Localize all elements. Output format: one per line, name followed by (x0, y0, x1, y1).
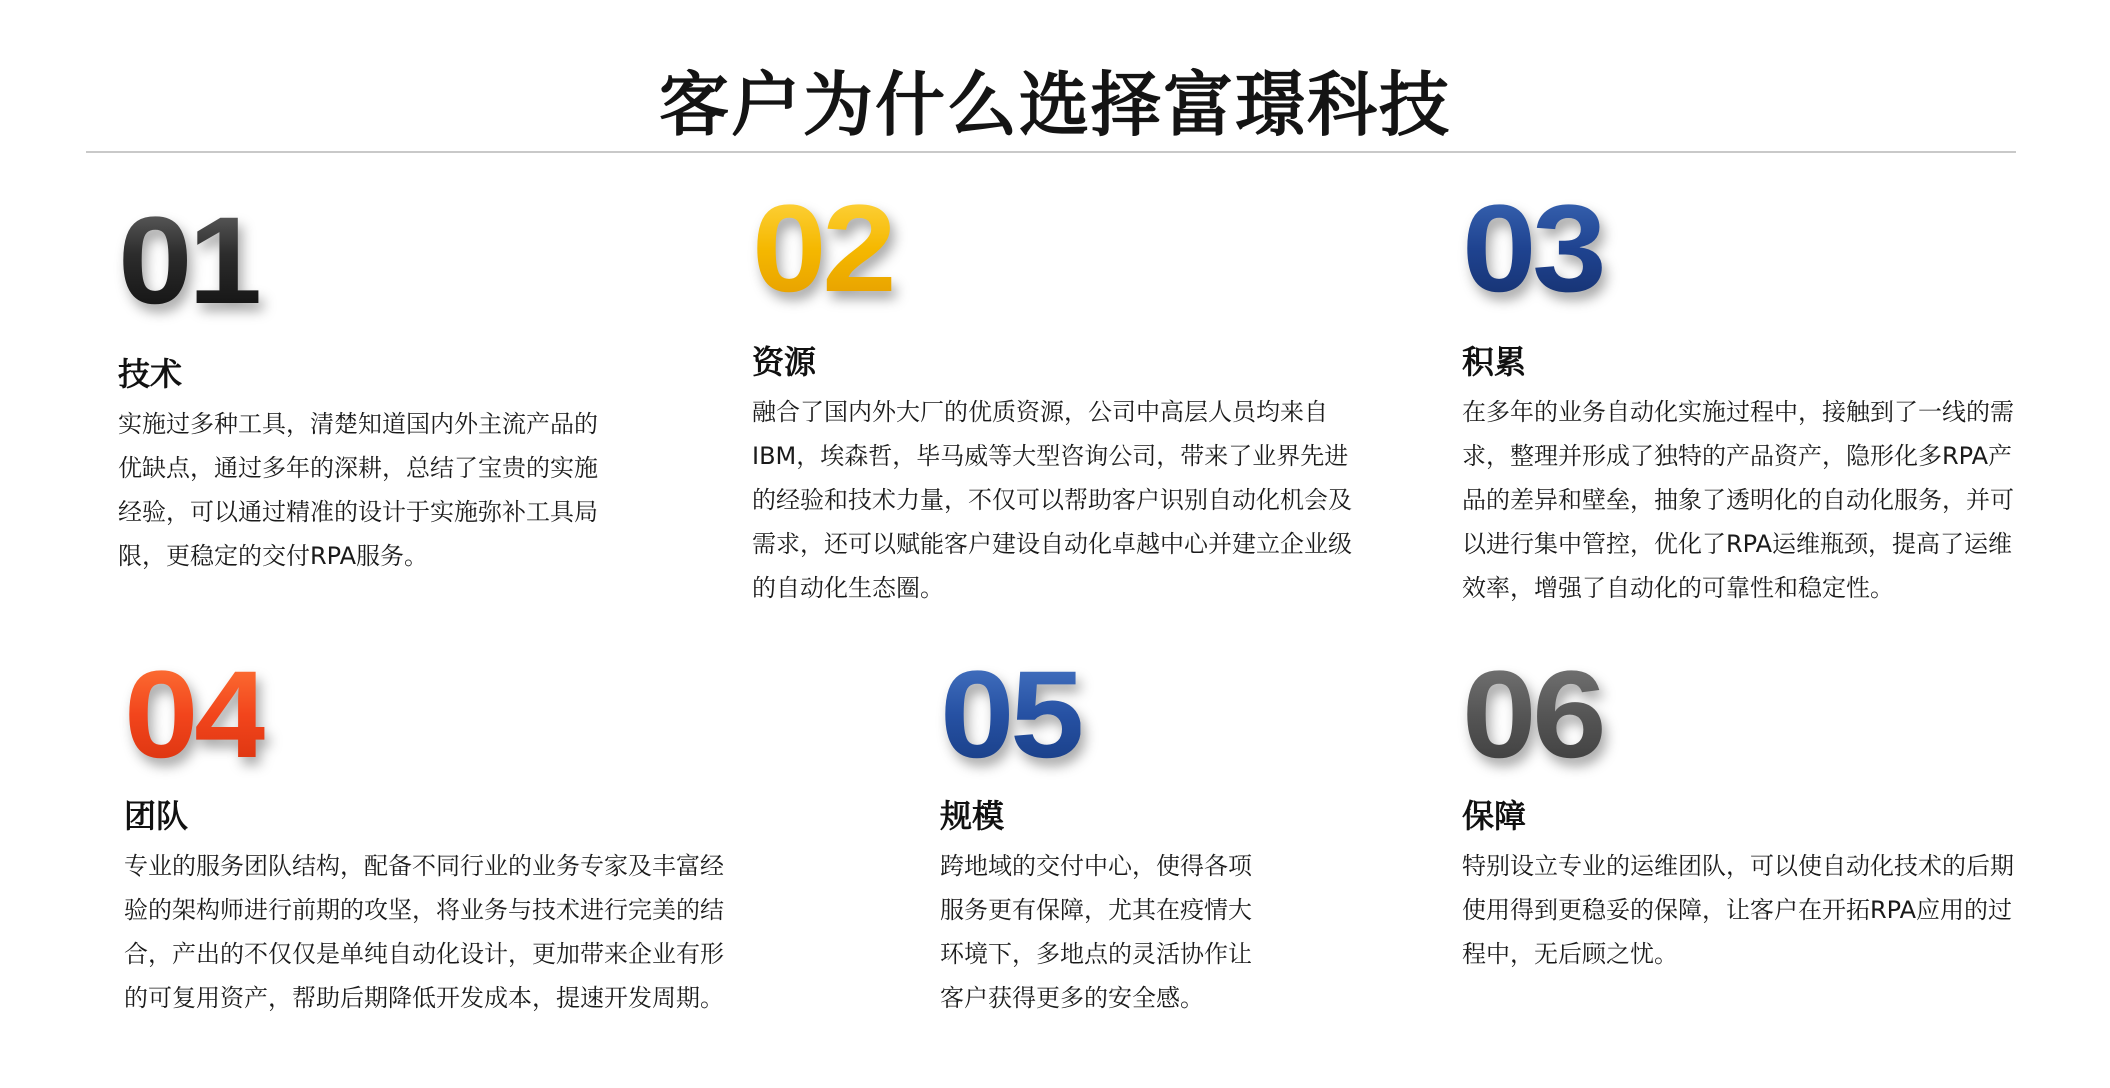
card-description (940, 844, 1300, 1020)
description-line: 以进行集中管控，优化了RPA运维瓶颈，提高了运维 (1462, 530, 2013, 558)
description-line: 融合了国内外大厂的优质资源，公司中高层人员均来自 (752, 398, 1328, 426)
description-line: 环境下，多地点的灵活协作让 (940, 940, 1252, 968)
card-number (752, 180, 1400, 324)
page-title: 客户为什么选择富璟科技 (659, 64, 1451, 146)
description-line: 在多年的业务自动化实施过程中，接触到了一线的需 (1462, 398, 2014, 426)
card-description (1462, 390, 2042, 610)
description-line: 跨地域的交付中心，使得各项 (940, 852, 1252, 880)
description-line: 专业的服务团队结构，配备不同行业的业务专家及丰富经 (124, 852, 724, 880)
card-number-text: 04 (124, 646, 265, 784)
card-description (1462, 844, 2042, 976)
description-line: 的可复用资产，帮助后期降低开发成本，提速开发周期。 (124, 984, 724, 1012)
card-heading: 资源 (752, 343, 817, 381)
card-heading: 规模 (940, 797, 1005, 835)
description-line: 使用得到更稳妥的保障，让客户在开拓RPA应用的过 (1462, 896, 2013, 924)
card-heading: 积累 (1462, 343, 1527, 381)
card-number-text: 01 (118, 192, 259, 330)
reason-card-technology (118, 192, 638, 578)
card-number (1462, 646, 2088, 790)
description-line: 求，整理并形成了独特的产品资产，隐形化多RPA产 (1462, 442, 2013, 470)
description-line: 实施过多种工具，清楚知道国内外主流产品的 (118, 410, 598, 438)
description-line: IBM，埃森哲，毕马威等大型咨询公司，带来了业界先进 (752, 442, 1349, 470)
description-line: 品的差异和壁垒，抽象了透明化的自动化服务，并可 (1462, 486, 2014, 514)
card-heading: 团队 (124, 797, 189, 835)
description-line: 需求，还可以赋能客户建设自动化卓越中心并建立企业级 (752, 530, 1352, 558)
card-number-text: 06 (1462, 646, 1603, 784)
card-number (940, 646, 1329, 790)
card-heading: 保障 (1462, 797, 1527, 835)
card-number (118, 192, 680, 336)
reason-card-accumulation (1462, 180, 2042, 610)
card-description (124, 844, 754, 1020)
card-number (124, 646, 804, 790)
description-line: 优缺点，通过多年的深耕，总结了宝贵的实施 (118, 454, 598, 482)
card-number (1462, 180, 2088, 324)
card-heading: 技术 (118, 355, 183, 393)
card-number-text: 02 (752, 180, 893, 318)
card-number-text: 05 (940, 646, 1081, 784)
description-line: 的经验和技术力量，不仅可以帮助客户识别自动化机会及 (752, 486, 1352, 514)
description-line: 限，更稳定的交付RPA服务。 (118, 542, 429, 570)
reason-card-resources (752, 180, 1352, 610)
description-line: 的自动化生态圈。 (752, 574, 944, 602)
description-line: 验的架构师进行前期的攻坚，将业务与技术进行完美的结 (124, 896, 724, 924)
reason-card-team (124, 646, 754, 1020)
description-line: 经验，可以通过精准的设计于实施弥补工具局 (118, 498, 598, 526)
description-line: 客户获得更多的安全感。 (940, 984, 1204, 1012)
card-number-text: 03 (1462, 180, 1603, 318)
description-line: 程中，无后顾之忧。 (1462, 940, 1678, 968)
reason-card-guarantee (1462, 646, 2042, 976)
description-line: 服务更有保障，尤其在疫情大 (940, 896, 1252, 924)
description-line: 特别设立专业的运维团队，可以使自动化技术的后期 (1462, 852, 2014, 880)
card-description (752, 390, 1352, 610)
description-line: 效率，增强了自动化的可靠性和稳定性。 (1462, 574, 1894, 602)
title-divider (86, 151, 2016, 153)
description-line: 合，产出的不仅仅是单纯自动化设计，更加带来企业有形 (124, 940, 724, 968)
reason-card-scale (940, 646, 1300, 1020)
card-description (118, 402, 638, 578)
